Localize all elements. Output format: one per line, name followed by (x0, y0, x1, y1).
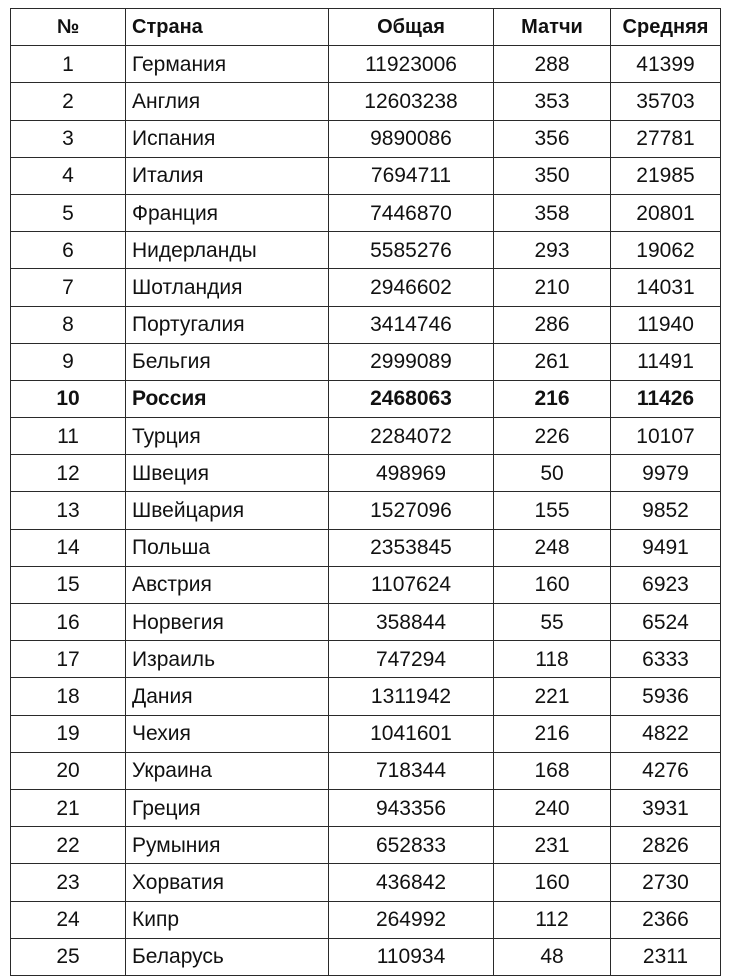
cell-country: Греция (126, 789, 329, 826)
cell-num: 19 (11, 715, 126, 752)
cell-average: 2826 (611, 827, 721, 864)
cell-average: 14031 (611, 269, 721, 306)
table-header (11, 9, 721, 46)
table-row (11, 455, 721, 492)
cell-country: Нидерланды (126, 232, 329, 269)
table-body (11, 46, 721, 976)
cell-matches: 350 (494, 157, 611, 194)
cell-country: Польша (126, 529, 329, 566)
cell-num: 23 (11, 864, 126, 901)
cell-matches: 221 (494, 678, 611, 715)
cell-num: 10 (11, 380, 126, 417)
header-num: № (11, 9, 126, 46)
cell-matches: 353 (494, 83, 611, 120)
cell-average: 11491 (611, 343, 721, 380)
header-row (11, 9, 721, 46)
cell-matches: 216 (494, 715, 611, 752)
cell-total: 7446870 (329, 194, 494, 231)
cell-matches: 160 (494, 864, 611, 901)
cell-total: 718344 (329, 752, 494, 789)
cell-country: Бельгия (126, 343, 329, 380)
cell-matches: 356 (494, 120, 611, 157)
cell-total: 3414746 (329, 306, 494, 343)
cell-country: Хорватия (126, 864, 329, 901)
cell-num: 1 (11, 46, 126, 83)
cell-total: 436842 (329, 864, 494, 901)
cell-country: Италия (126, 157, 329, 194)
cell-country: Израиль (126, 641, 329, 678)
cell-country: Швеция (126, 455, 329, 492)
cell-total: 1107624 (329, 566, 494, 603)
cell-country: Англия (126, 83, 329, 120)
table-row (11, 938, 721, 975)
cell-num: 11 (11, 418, 126, 455)
cell-total: 7694711 (329, 157, 494, 194)
cell-num: 15 (11, 566, 126, 603)
cell-country: Норвегия (126, 604, 329, 641)
cell-total: 2353845 (329, 529, 494, 566)
cell-num: 3 (11, 120, 126, 157)
cell-num: 12 (11, 455, 126, 492)
cell-average: 2311 (611, 938, 721, 975)
table-row (11, 641, 721, 678)
header-total: Общая (329, 9, 494, 46)
cell-num: 2 (11, 83, 126, 120)
cell-num: 17 (11, 641, 126, 678)
cell-average: 41399 (611, 46, 721, 83)
cell-average: 2366 (611, 901, 721, 938)
table-row (11, 604, 721, 641)
table-row (11, 566, 721, 603)
cell-matches: 210 (494, 269, 611, 306)
table-row (11, 715, 721, 752)
cell-average: 2730 (611, 864, 721, 901)
table-row (11, 752, 721, 789)
cell-country: Россия (126, 380, 329, 417)
cell-average: 6333 (611, 641, 721, 678)
cell-average: 9979 (611, 455, 721, 492)
table-row (11, 306, 721, 343)
cell-num: 8 (11, 306, 126, 343)
table-row (11, 418, 721, 455)
cell-country: Чехия (126, 715, 329, 752)
cell-matches: 160 (494, 566, 611, 603)
cell-average: 9491 (611, 529, 721, 566)
cell-matches: 168 (494, 752, 611, 789)
cell-total: 11923006 (329, 46, 494, 83)
cell-matches: 48 (494, 938, 611, 975)
cell-matches: 231 (494, 827, 611, 864)
cell-total: 2284072 (329, 418, 494, 455)
cell-num: 16 (11, 604, 126, 641)
cell-total: 358844 (329, 604, 494, 641)
cell-average: 5936 (611, 678, 721, 715)
cell-total: 110934 (329, 938, 494, 975)
cell-country: Дания (126, 678, 329, 715)
cell-average: 11940 (611, 306, 721, 343)
table-row (11, 380, 721, 417)
table-row (11, 232, 721, 269)
cell-matches: 112 (494, 901, 611, 938)
cell-matches: 261 (494, 343, 611, 380)
cell-total: 12603238 (329, 83, 494, 120)
cell-matches: 248 (494, 529, 611, 566)
cell-total: 747294 (329, 641, 494, 678)
cell-average: 9852 (611, 492, 721, 529)
cell-total: 264992 (329, 901, 494, 938)
table-row (11, 194, 721, 231)
table-row (11, 120, 721, 157)
attendance-table (10, 8, 721, 976)
cell-matches: 55 (494, 604, 611, 641)
cell-matches: 216 (494, 380, 611, 417)
cell-num: 20 (11, 752, 126, 789)
header-matches: Матчи (494, 9, 611, 46)
cell-num: 14 (11, 529, 126, 566)
cell-country: Австрия (126, 566, 329, 603)
cell-num: 13 (11, 492, 126, 529)
cell-num: 7 (11, 269, 126, 306)
cell-country: Швейцария (126, 492, 329, 529)
cell-average: 20801 (611, 194, 721, 231)
cell-matches: 240 (494, 789, 611, 826)
cell-num: 18 (11, 678, 126, 715)
cell-num: 5 (11, 194, 126, 231)
cell-num: 24 (11, 901, 126, 938)
table-row (11, 157, 721, 194)
cell-total: 1041601 (329, 715, 494, 752)
cell-matches: 286 (494, 306, 611, 343)
cell-matches: 288 (494, 46, 611, 83)
cell-country: Беларусь (126, 938, 329, 975)
table-row (11, 901, 721, 938)
cell-average: 4276 (611, 752, 721, 789)
cell-matches: 358 (494, 194, 611, 231)
cell-country: Германия (126, 46, 329, 83)
cell-country: Турция (126, 418, 329, 455)
cell-matches: 155 (494, 492, 611, 529)
cell-average: 6923 (611, 566, 721, 603)
cell-total: 652833 (329, 827, 494, 864)
table-row (11, 492, 721, 529)
table-row (11, 529, 721, 566)
cell-num: 22 (11, 827, 126, 864)
cell-matches: 293 (494, 232, 611, 269)
cell-average: 35703 (611, 83, 721, 120)
cell-average: 6524 (611, 604, 721, 641)
cell-average: 10107 (611, 418, 721, 455)
table-row (11, 83, 721, 120)
cell-num: 25 (11, 938, 126, 975)
cell-total: 1311942 (329, 678, 494, 715)
cell-total: 2946602 (329, 269, 494, 306)
cell-matches: 118 (494, 641, 611, 678)
cell-total: 5585276 (329, 232, 494, 269)
table-row (11, 269, 721, 306)
cell-num: 9 (11, 343, 126, 380)
cell-average: 19062 (611, 232, 721, 269)
cell-total: 2468063 (329, 380, 494, 417)
table-row (11, 789, 721, 826)
cell-country: Шотландия (126, 269, 329, 306)
cell-average: 3931 (611, 789, 721, 826)
cell-country: Франция (126, 194, 329, 231)
table-row (11, 46, 721, 83)
header-country: Страна (126, 9, 329, 46)
header-average: Средняя (611, 9, 721, 46)
cell-total: 2999089 (329, 343, 494, 380)
cell-country: Румыния (126, 827, 329, 864)
cell-country: Кипр (126, 901, 329, 938)
cell-average: 11426 (611, 380, 721, 417)
table-row (11, 343, 721, 380)
cell-total: 9890086 (329, 120, 494, 157)
cell-country: Украина (126, 752, 329, 789)
cell-average: 21985 (611, 157, 721, 194)
cell-matches: 50 (494, 455, 611, 492)
cell-average: 4822 (611, 715, 721, 752)
table-row (11, 827, 721, 864)
cell-num: 4 (11, 157, 126, 194)
cell-total: 498969 (329, 455, 494, 492)
cell-country: Португалия (126, 306, 329, 343)
cell-total: 943356 (329, 789, 494, 826)
cell-country: Испания (126, 120, 329, 157)
cell-average: 27781 (611, 120, 721, 157)
cell-num: 6 (11, 232, 126, 269)
cell-num: 21 (11, 789, 126, 826)
cell-total: 1527096 (329, 492, 494, 529)
table-row (11, 864, 721, 901)
cell-matches: 226 (494, 418, 611, 455)
table-row (11, 678, 721, 715)
